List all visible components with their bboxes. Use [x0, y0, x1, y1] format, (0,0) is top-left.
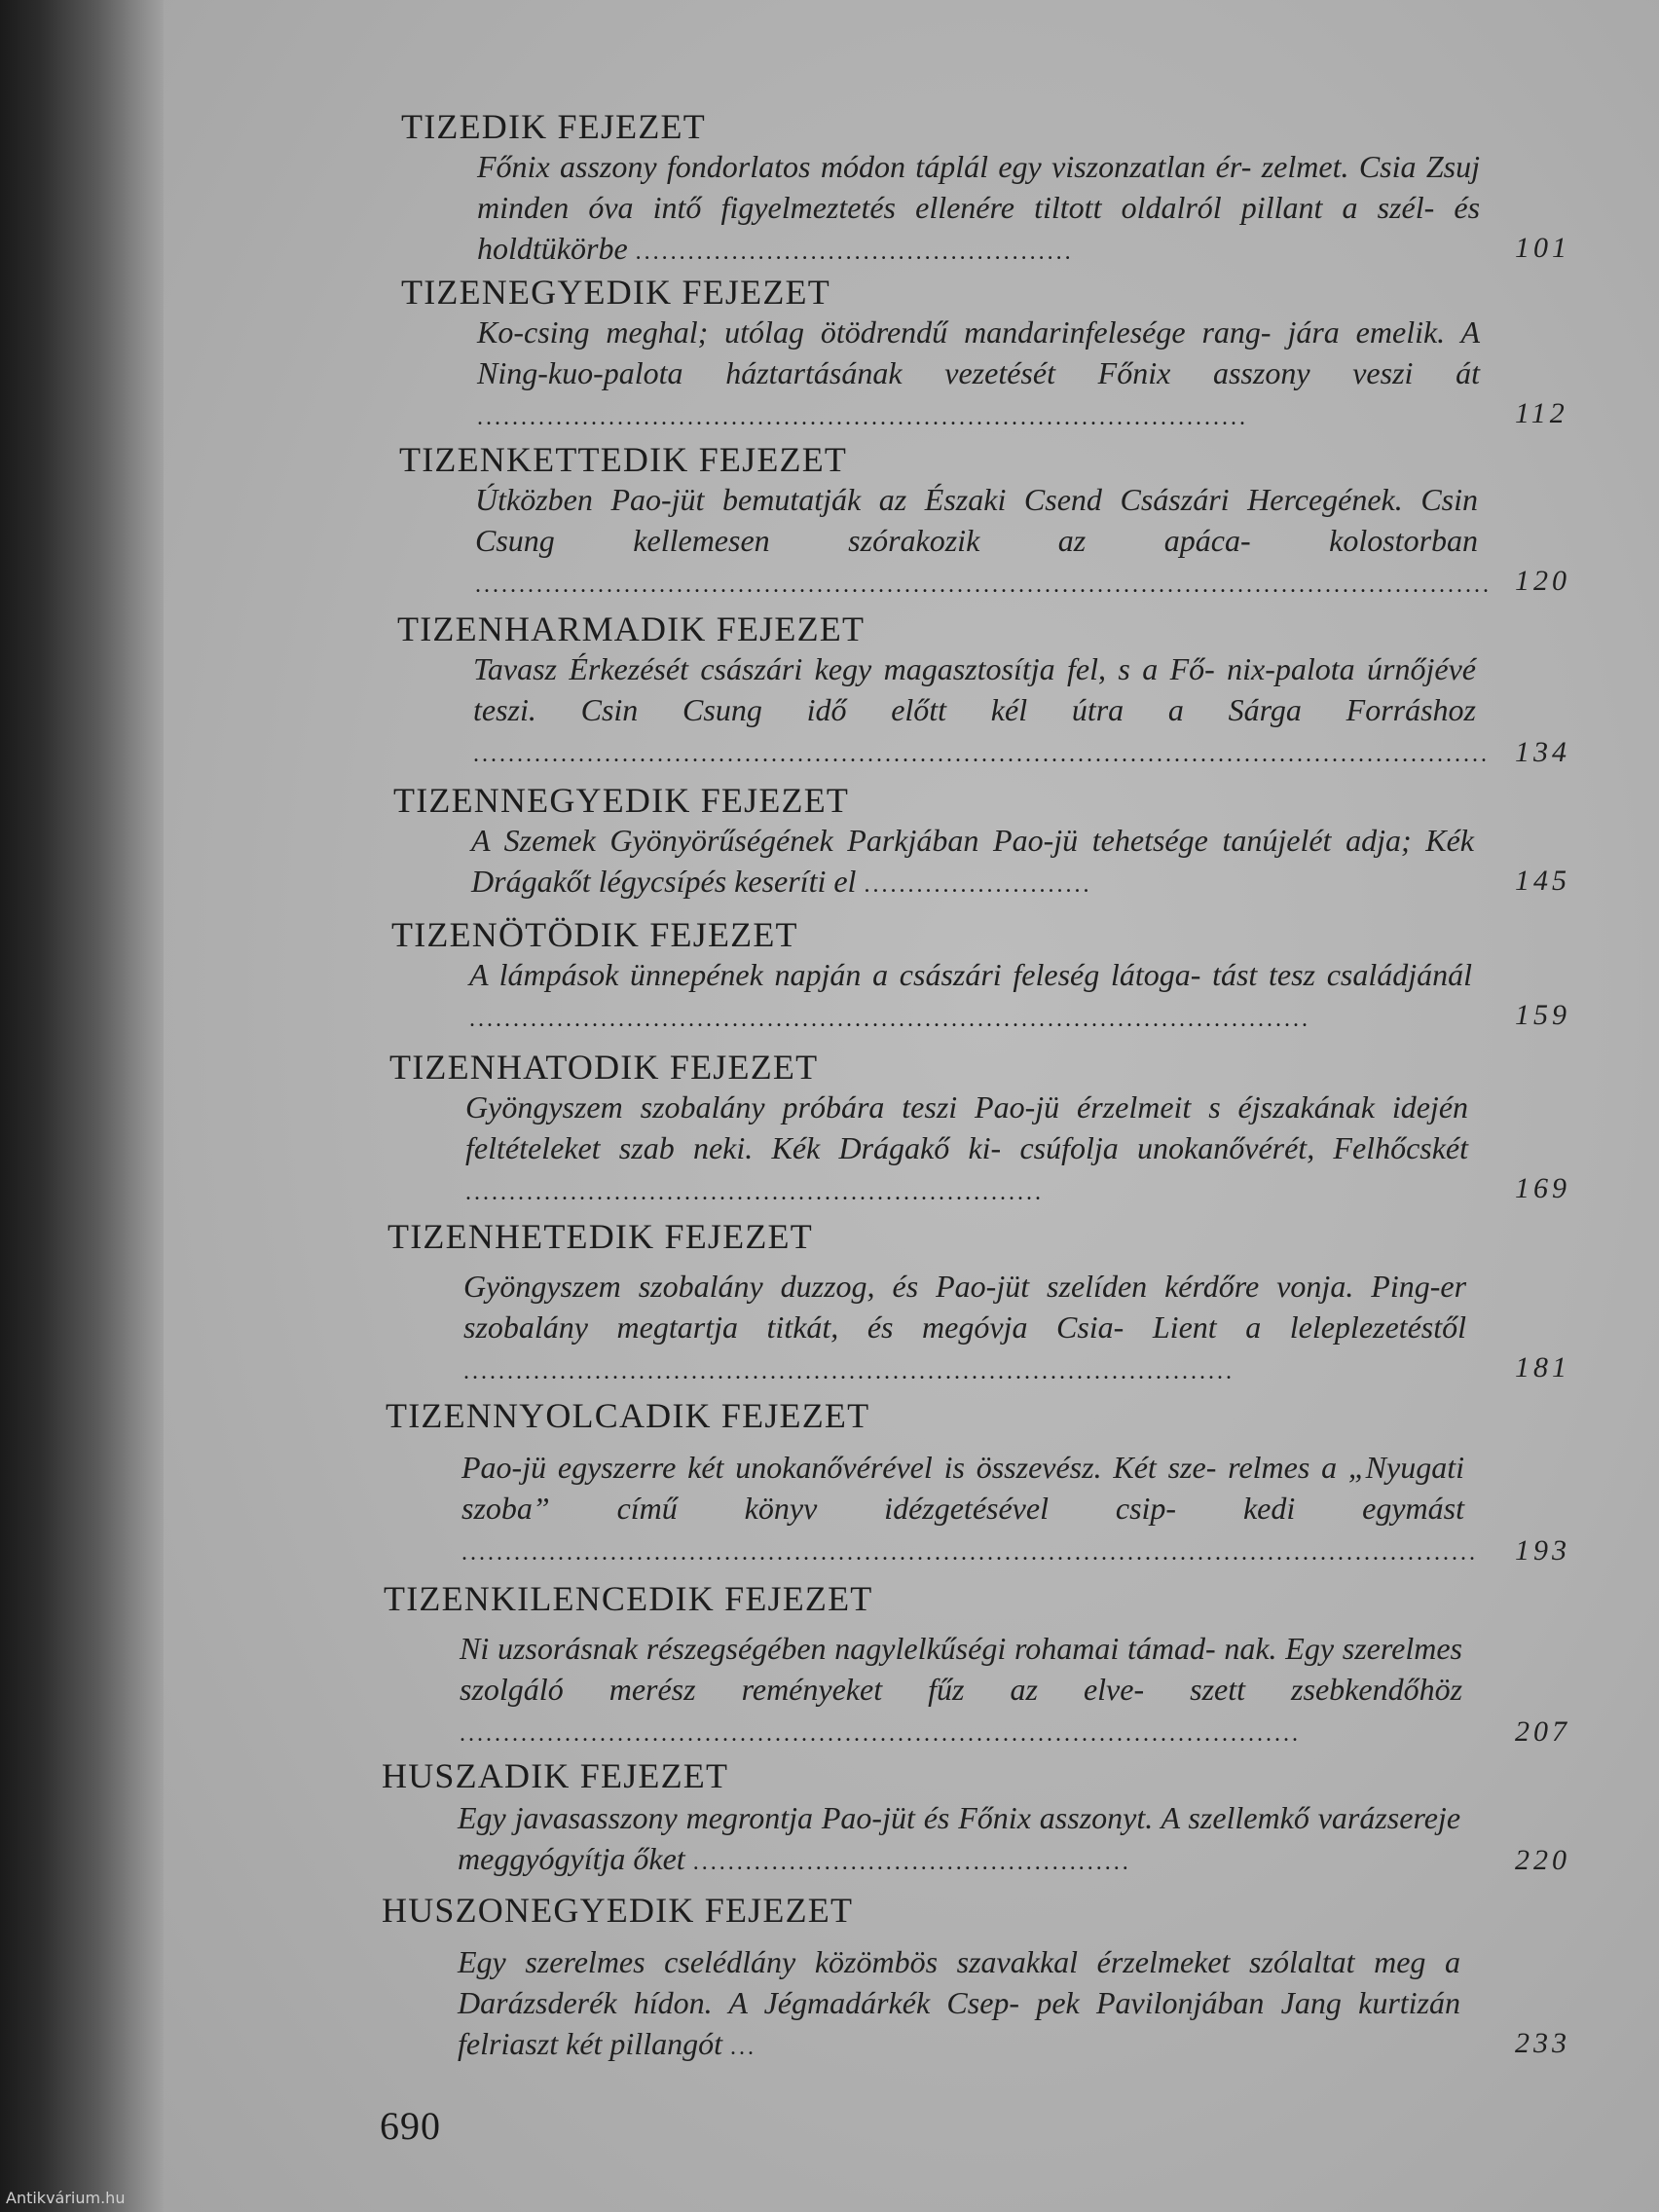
- chapter-summary: Ko-csing meghal; utólag ötödrendű mandarinfelesége rang- jára emelik. A Ning-kuo-palota háztartásának vezetését Főnix asszony veszi át ........................................................................................: [477, 312, 1480, 438]
- chapter-heading: TIZENKILENCEDIK FEJEZET: [384, 1579, 873, 1618]
- chapter-summary: Gyöngyszem szobalány próbára teszi Pao-jü érzelmeit s éjszakának idején feltételeket szab neki. Kék Drágakő ki- csúfolja unokanővérét, Felhőcskét ..................................................................: [465, 1087, 1468, 1213]
- leader-dots: ....................................................................................................................: [473, 742, 1490, 767]
- page-number-ref: 112: [1515, 397, 1568, 429]
- chapter-heading: TIZENHETEDIK FEJEZET: [387, 1217, 813, 1256]
- leader-dots: ..........................: [864, 872, 1092, 898]
- watermark: Antikvárium.hu: [6, 2189, 126, 2207]
- leader-dots: ..................................................: [635, 240, 1074, 265]
- leader-dots: ................................................................................................: [460, 1721, 1301, 1747]
- page-number-ref: 134: [1515, 736, 1570, 768]
- page-number-ref: 220: [1515, 1844, 1570, 1876]
- page-number-ref: 169: [1515, 1172, 1570, 1204]
- page-number-ref: 181: [1515, 1351, 1570, 1383]
- leader-dots: ...: [729, 2035, 756, 2060]
- leader-dots: ..................................................: [692, 1850, 1131, 1875]
- chapter-summary: Útközben Pao-jüt bemutatják az Északi Csend Császári Hercegének. Csin Csung kellemesen szórakozik az apáca- kolostorban ....................................................................................................................: [475, 479, 1478, 606]
- leader-dots: ................................................................................................: [469, 1007, 1310, 1032]
- chapter-summary: A Szemek Gyönyörűségének Parkjában Pao-jü tehetsége tanújelét adja; Kék Drágakőt légycsípés keseríti el ..........................: [471, 820, 1474, 905]
- chapter-heading: TIZENHARMADIK FEJEZET: [397, 609, 866, 648]
- chapter-summary: Ni uzsorásnak részegségében nagylelkűségi rohamai támad- nak. Egy szerelmes szolgáló merész reményeket fűz az elve- szett zsebkendőhöz ................................................................................................: [460, 1628, 1462, 1754]
- chapter-heading: TIZENNYOLCADIK FEJEZET: [386, 1396, 870, 1435]
- page-number-ref: 233: [1515, 2027, 1570, 2059]
- chapter-heading: TIZEDIK FEJEZET: [401, 107, 706, 146]
- chapter-heading: HUSZADIK FEJEZET: [382, 1756, 729, 1795]
- page-number-ref: 101: [1515, 232, 1570, 264]
- leader-dots: ........................................................................................: [463, 1359, 1235, 1384]
- page-number-ref: 145: [1515, 865, 1570, 897]
- page-number-ref: 159: [1515, 999, 1570, 1031]
- chapter-summary: Egy szerelmes cselédlány közömbös szavakkal érzelmeket szólaltat meg a Darázsderék hídon. A Jégmadárkék Csep- pek Pavilonjában Jang kurtizán felriaszt két pillangót ...: [458, 1941, 1460, 2068]
- chapter-summary: Pao-jü egyszerre két unokanővérével is összevész. Két sze- relmes a „Nyugati szoba” című könyv idézgetésével csip- kedi egymást ....................................................................................................................: [461, 1447, 1464, 1573]
- chapter-heading: TIZENNEGYEDIK FEJEZET: [393, 781, 850, 820]
- chapter-summary: Tavasz Érkezését császári kegy magasztosítja fel, s a Fő- nix-palota úrnőjévé teszi. Csin Csung idő előtt kél útra a Sárga Forráshoz ....................................................................................................................: [473, 648, 1476, 775]
- leader-dots: ....................................................................................................................: [461, 1540, 1478, 1566]
- chapter-summary: Főnix asszony fondorlatos módon táplál egy viszonzatlan ér- zelmet. Csia Zsuj minden óva intő figyelmeztetés ellenére tiltott oldalról pillant a szél- és holdtükörbe ..................................................: [477, 146, 1480, 273]
- chapter-summary: Gyöngyszem szobalány duzzog, és Pao-jüt szelíden kérdőre vonja. Ping-er szobalány megtartja titkát, és megóvja Csia- Lient a leleplezetéstől ........................................................................................: [463, 1266, 1466, 1392]
- chapter-summary: Egy javasasszony megrontja Pao-jüt és Főnix asszonyt. A szellemkő varázsereje meggyógyítja őket ..................................................: [458, 1797, 1460, 1883]
- page-folio: 690: [380, 2104, 441, 2148]
- page-number-ref: 120: [1515, 565, 1570, 597]
- page-number-ref: 193: [1515, 1534, 1570, 1567]
- leader-dots: ........................................................................................: [477, 405, 1248, 430]
- page-number-ref: 207: [1515, 1715, 1570, 1748]
- chapter-heading: TIZENEGYEDIK FEJEZET: [401, 273, 830, 312]
- leader-dots: ..................................................................: [465, 1180, 1044, 1205]
- chapter-heading: HUSZONEGYEDIK FEJEZET: [382, 1891, 854, 1930]
- chapter-heading: TIZENHATODIK FEJEZET: [389, 1048, 819, 1087]
- chapter-summary: A lámpások ünnepének napján a császári feleség látoga- tást tesz családjánál ................................................................................................: [469, 954, 1472, 1040]
- chapter-heading: TIZENÖTÖDIK FEJEZET: [391, 915, 798, 954]
- leader-dots: ....................................................................................................................: [475, 572, 1492, 598]
- chapter-heading: TIZENKETTEDIK FEJEZET: [399, 440, 848, 479]
